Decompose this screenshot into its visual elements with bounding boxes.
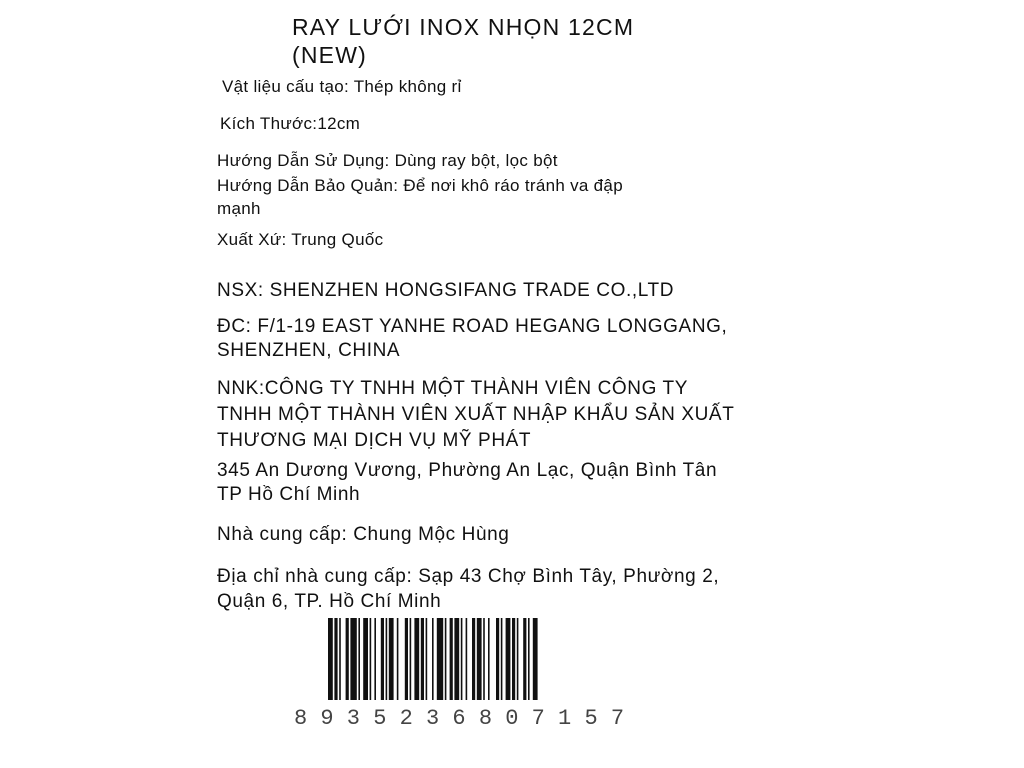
- usage-text: Hướng Dẫn Sử Dụng: Dùng ray bột, lọc bột: [217, 151, 558, 170]
- importer-text-line3: THƯƠNG MẠI DỊCH VỤ MỸ PHÁT: [217, 430, 532, 451]
- importer-address-line2: TP Hồ Chí Minh: [217, 484, 361, 505]
- barcode-icon: [324, 618, 704, 704]
- address-text-line2: SHENZHEN, CHINA: [217, 340, 401, 361]
- origin-text: Xuất Xứ: Trung Quốc: [217, 230, 384, 249]
- manufacturer-text: NSX: SHENZHEN HONGSIFANG TRADE CO.,LTD: [217, 280, 675, 301]
- barcode-digits: 8 9 3 5 2 3 6 8 0 7 1 5 7: [294, 706, 625, 731]
- supplier-text: Nhà cung cấp: Chung Mộc Hùng: [217, 524, 510, 545]
- size-text: Kích Thước:12cm: [220, 114, 361, 133]
- importer-address-line1: 345 An Dương Vương, Phường An Lạc, Quận Bình Tân: [217, 460, 718, 481]
- address-text-line1: ĐC: F/1-19 EAST YANHE ROAD HEGANG LONGGANG,: [217, 316, 728, 337]
- product-title-line2: (NEW): [292, 42, 367, 68]
- importer-text-line2: TNHH MỘT THÀNH VIÊN XUẤT NHẬP KHẨU SẢN XUẤT: [217, 404, 735, 425]
- storage-text-line2: mạnh: [217, 199, 261, 218]
- importer-text-line1: NNK:CÔNG TY TNHH MỘT THÀNH VIÊN CÔNG TY: [217, 378, 689, 399]
- supplier-address-line2: Quận 6, TP. Hồ Chí Minh: [217, 591, 442, 612]
- material-text: Vật liệu cấu tạo: Thép không rỉ: [222, 77, 462, 96]
- product-title-line1: RAY LƯỚI INOX NHỌN 12CM: [292, 14, 635, 40]
- supplier-address-line1: Địa chỉ nhà cung cấp: Sạp 43 Chợ Bình Tây, Phường 2,: [217, 566, 720, 587]
- storage-text-line1: Hướng Dẫn Bảo Quản: Để nơi khô ráo tránh va đập: [217, 176, 623, 195]
